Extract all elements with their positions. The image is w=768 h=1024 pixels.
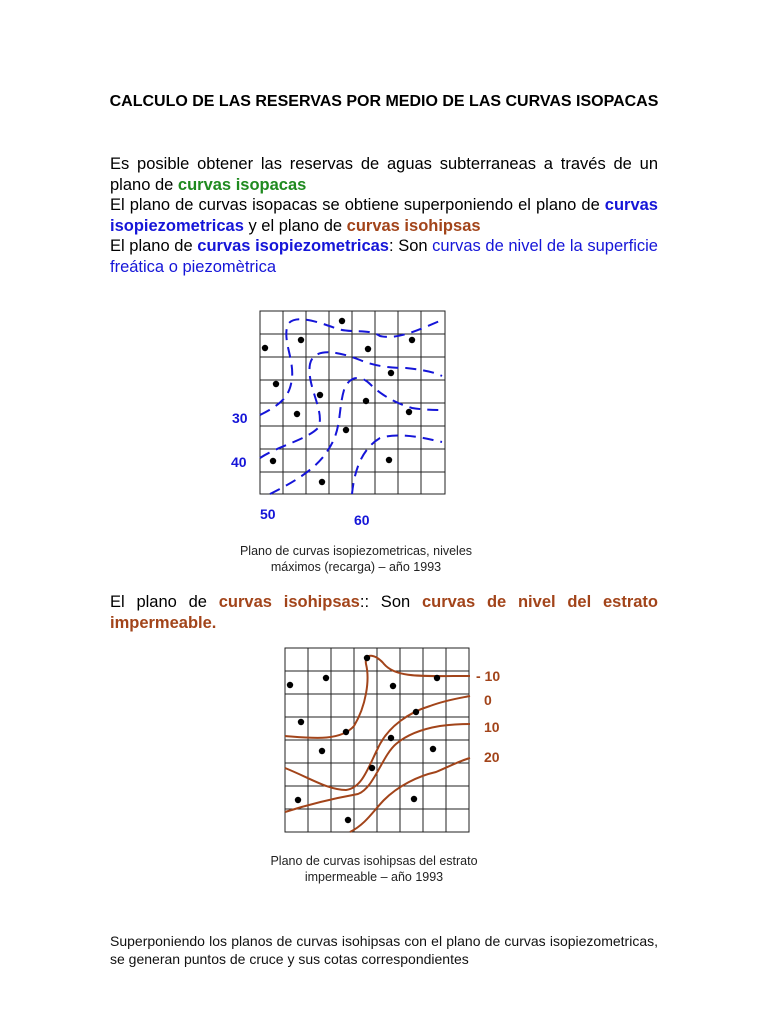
term-isohipsas: curvas isohipsas [346,216,481,235]
term-isopiezometricas-2: curvas isopiezometricas [197,237,389,255]
wells-2 [287,655,440,823]
isopiezometricas-figure [220,300,460,540]
wells-1 [262,318,415,485]
figure1-caption-line1: Plano de curvas isopiezometricas, niveles [239,544,473,558]
isohipsas-lead: El plano de [110,593,219,611]
intro-paragraph [110,154,658,277]
level-label-0: 0 [484,692,492,708]
intro-line1: Es posible obtener las reservas de aguas subterraneas a través de un plano de [110,155,658,194]
figure2-caption-line2: impermeable – año 1993 [304,870,444,884]
level-label-50: 50 [260,506,276,522]
curve-60 [352,435,442,494]
term-isopiezometricas: curvas isopiezometricas [110,196,658,235]
level-label-20: 20 [484,749,500,765]
term-isohipsas-2: curvas isohipsas [218,593,360,611]
level-label-minus10: - 10 [476,668,501,684]
figure1-caption-line2: máximos (recarga) – año 1993 [270,560,442,574]
curve-50 [270,378,442,494]
page-title: CALCULO DE LAS RESERVAS POR MEDIO DE LAS CURVAS ISOPACAS [109,93,659,110]
isohipsas-paragraph [110,592,658,633]
isohipsas-joiner: :: Son [359,593,422,611]
isopiezometric-curves [260,319,442,494]
isopiezometricas-definition: curvas de nivel de la superficie freática o piezomètrica [110,237,658,276]
bottom-paragraph: Superponiendo los planos de curvas isohipsas con el plano de curvas isopiezometricas, se generan puntos de cruce y sus cotas correspondientes [110,933,658,967]
level-label-10: 10 [484,719,500,735]
grid-1 [260,311,445,494]
figure2-caption-line1: Plano de curvas isohipsas del estrato [270,854,478,868]
curve-40 [260,352,442,458]
intro-line2: El plano de curvas isopacas se obtiene superponiendo el plano de [110,196,605,214]
figure1-caption [196,543,516,575]
intro-line3: El plano de [110,237,198,255]
intro-line2-joiner: y el plano de [243,216,347,235]
level-label-60: 60 [354,512,370,528]
level-label-40: 40 [231,454,247,470]
term-isopacas: curvas isopacas [177,175,307,194]
figure2-caption [214,853,534,885]
intro-line3-joiner: : Son [388,237,433,255]
level-label-30: 30 [232,410,248,426]
isohipsas-definition: curvas de nivel del estrato impermeable. [110,593,658,632]
